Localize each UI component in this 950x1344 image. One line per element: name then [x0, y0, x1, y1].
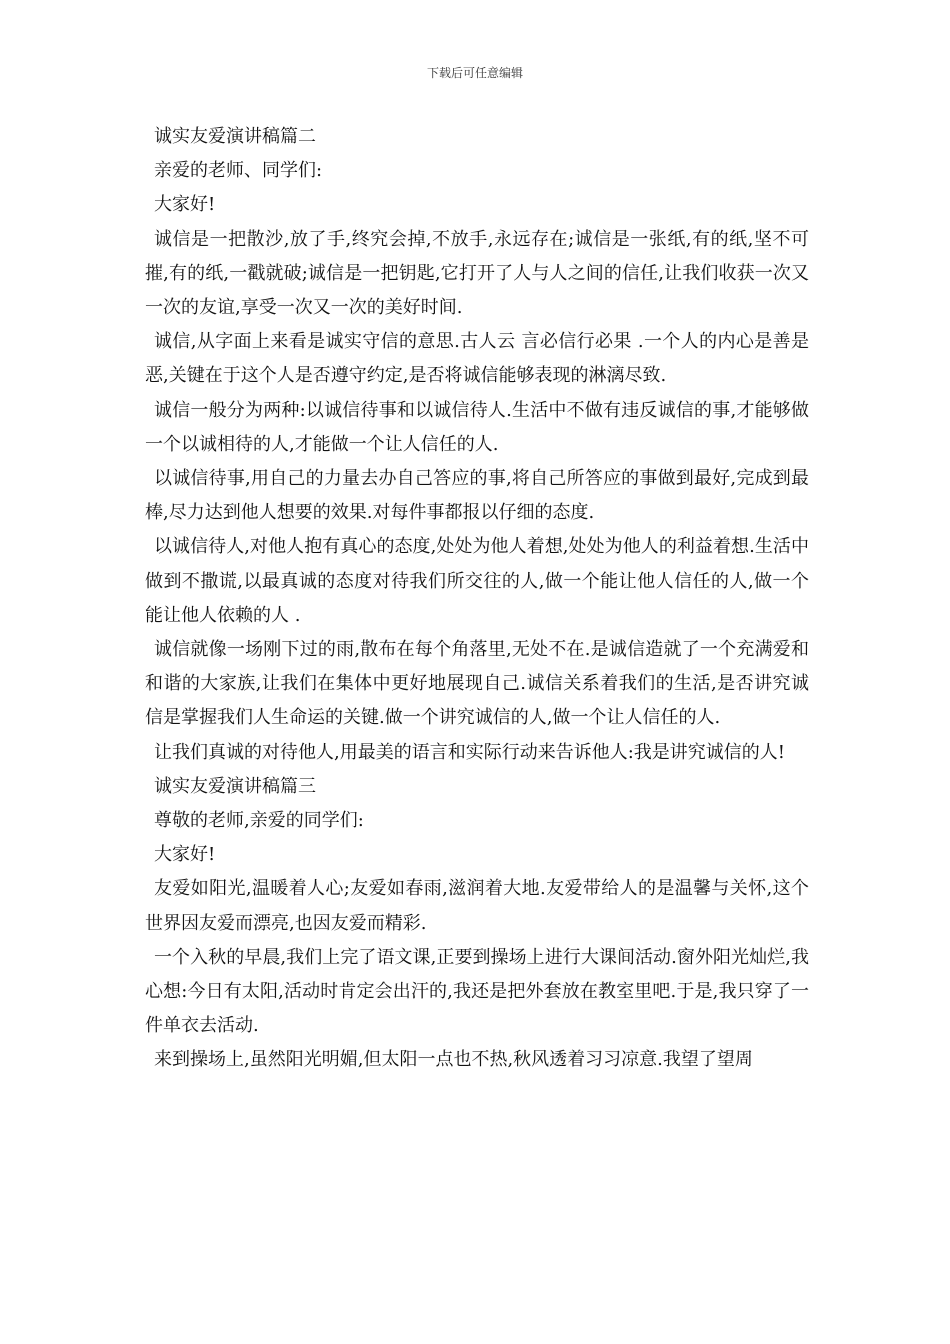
body-paragraph: 以诚信待人,对他人抱有真心的态度,处处为他人着想,处处为他人的利益着想.生活中做到不撒谎,以最真诚的态度对待我们所交往的人,做一个能让他人信任的人,做一个能让他人依赖的人 .	[145, 536, 809, 626]
body-paragraph: 来到操场上,虽然阳光明媚,但太阳一点也不热,秋风透着习习凉意.我望了望周	[154, 1049, 753, 1071]
page-header-note: 下载后可任意编辑	[426, 66, 523, 80]
greeting: 大家好!	[154, 844, 216, 866]
document-body	[145, 120, 809, 1078]
body-paragraph: 一个入秋的早晨,我们上完了语文课,正要到操场上进行大课间活动.窗外阳光灿烂,我心想:今日有太阳,活动时肯定会出汗的,我还是把外套放在教室里吧.于是,我只穿了一件单衣去活动.	[145, 946, 809, 1037]
body-paragraph: 诚信是一把散沙,放了手,终究会掉,不放手,永远存在;诚信是一张纸,有的纸,坚不可摧,有的纸,一戳就破;诚信是一把钥匙,它打开了人与人之间的信任,让我们收获一次又一次的友谊,享受一次又一次的美好时间.	[145, 228, 809, 319]
body-paragraph: 让我们真诚的对待他人,用最美的语言和实际行动来告诉他人:我是讲究诚信的人!	[154, 741, 786, 763]
speech-title: 诚实友爱演讲稿篇二	[154, 126, 316, 147]
body-paragraph: 诚信一般分为两种:以诚信待事和以诚信待人.生活中不做有违反诚信的事,才能够做一个以诚相待的人,才能做一个让人信任的人.	[145, 399, 809, 455]
body-paragraph: 诚信就像一场刚下过的雨,散布在每个角落里,无处不在.是诚信造就了一个充满爱和和谐的大家族,让我们在集体中更好地展现自己.诚信关系着我们的生活,是否讲究诚信是掌握我们人生命运的关键.做一个讲究诚信的人,做一个让人信任的人.	[145, 639, 809, 729]
body-paragraph: 以诚信待事,用自己的力量去办自己答应的事,将自己所答应的事做到最好,完成到最棒,尽力达到他人想要的效果.对每件事都报以仔细的态度.	[145, 468, 809, 524]
greeting: 大家好!	[154, 194, 216, 216]
salutation: 亲爱的老师、同学们:	[154, 160, 323, 182]
speech-title: 诚实友爱演讲稿篇三	[154, 775, 316, 797]
body-paragraph: 诚信,从字面上来看是诚实守信的意思.古人云 言必信行必果 .一个人的内心是善是恶,关键在于这个人是否遵守约定,是否将诚信能够表现的淋漓尽致.	[145, 331, 809, 387]
salutation: 尊敬的老师,亲爱的同学们:	[154, 810, 364, 832]
body-paragraph: 友爱如阳光,温暖着人心;友爱如春雨,滋润着大地.友爱带给人的是温馨与关怀,这个世界因友爱而漂亮,也因友爱而精彩.	[145, 878, 809, 934]
